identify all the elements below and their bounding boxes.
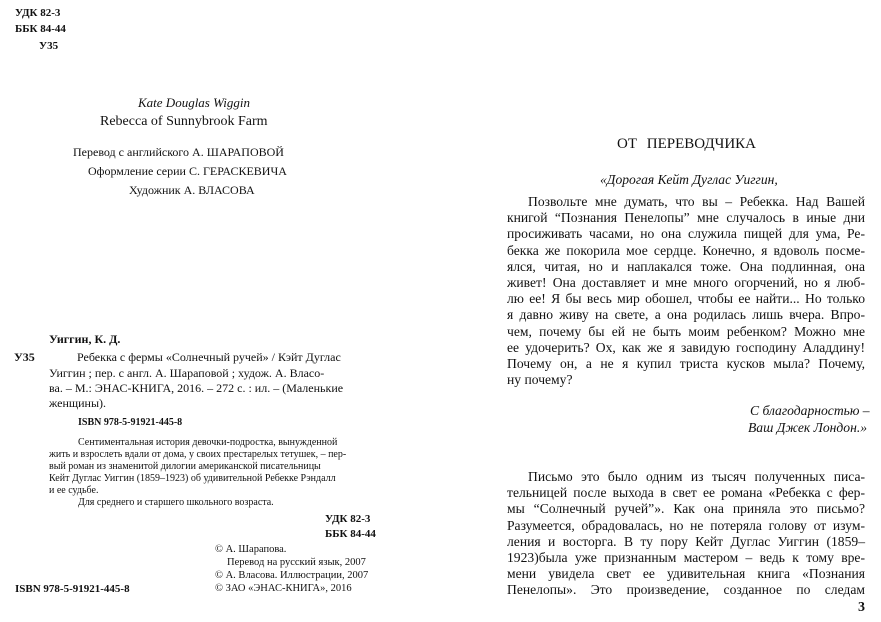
- title-original: Rebecca of Sunnybrook Farm: [100, 114, 268, 129]
- udk-code-top: УДК 82-3: [15, 7, 61, 19]
- catalog-description-line: ва. – М.: ЭНАС-КНИГА, 2016. – 272 с. : ил. – (Маленькие: [49, 381, 344, 395]
- letter-line: живет! Она доставляет и мне много огорчений, но я люб-: [507, 275, 865, 291]
- catalog-bbk: ББК 84-44: [325, 528, 376, 540]
- audience-note: Для среднего и старшего школьного возраста.: [78, 497, 274, 508]
- chapter-heading: ОТ ПЕРЕВОДЧИКА: [617, 136, 756, 152]
- body-line: 1923)была уже признанным мастером – ведь к тому вре-: [507, 550, 865, 566]
- copyright-line: © А. Шарапова.: [215, 544, 287, 555]
- author-original: Kate Douglas Wiggin: [138, 95, 250, 110]
- author-sign-top: У35: [39, 40, 59, 52]
- letter-line: чем, почему бы ей не быть моим ребенком? Можно мне: [507, 323, 865, 339]
- body-line: Разумеется, обрадовалась, но не потеряла голову от изум-: [507, 517, 865, 533]
- isbn-bottom: ISBN 978-5-91921-445-8: [15, 583, 130, 595]
- annotation-line: жить и взрослеть вдали от дома, у своих престарелых тетушек, – пер-: [49, 449, 347, 460]
- credit-translator: Перевод с английского А. ШАРАПОВОЙ: [73, 145, 284, 159]
- annotation-line: Кейт Дуглас Уиггин (1859–1923) об удивительной Ребекке Рэндалл: [49, 473, 336, 484]
- body-line: тельницей после выхода в свет ее романа «Ребекка с фер-: [507, 485, 865, 501]
- letter-line: ну почему?: [507, 372, 573, 388]
- catalog-isbn: ISBN 978-5-91921-445-8: [78, 417, 183, 428]
- body-line: мени увидела свет ее удивительная книга «Познания: [507, 566, 865, 582]
- catalog-author-heading: Уиггин, К. Д.: [49, 332, 121, 346]
- letter-line: Позвольте мне думать, что вы – Ребекка. Над Вашей: [528, 194, 865, 209]
- body-paragraph: [507, 469, 865, 599]
- credit-illustrator: Художник А. ВЛАСОВА: [129, 183, 255, 197]
- letter-signoff: С благодарностью –: [750, 403, 870, 418]
- credit-series-design: Оформление серии С. ГЕРАСКЕВИЧА: [88, 164, 287, 178]
- body-line: Пенелопы». Это произведение, созданное по следам: [507, 582, 865, 598]
- copyright-line: © А. Власова. Иллюстрации, 2007: [215, 570, 369, 581]
- letter-line: бекка же покорила мое сердце. Конечно, я вдоволь посме-: [507, 242, 865, 258]
- catalog-description-line: женщины).: [49, 396, 107, 410]
- annotation-line: и ее судьбе.: [49, 485, 99, 496]
- letter-signature: Ваш Джек Лондон.»: [748, 420, 868, 435]
- body-line: Письмо это было одним из тысяч полученных писа-: [528, 469, 865, 484]
- bbk-code-top: ББК 84-44: [15, 23, 66, 35]
- letter-line: лю ее! Я бы весь мир обошел, чтобы ее найти... Но только: [507, 291, 865, 307]
- copyright-line: © ЗАО «ЭНАС-КНИГА», 2016: [215, 583, 352, 594]
- catalog-udk: УДК 82-3: [325, 513, 371, 525]
- catalog-author-sign: У35: [14, 350, 35, 364]
- letter-line: просиживать часами, но она служила пищей для ума, Ре-: [507, 226, 865, 242]
- letter-line: Почему он, а не я купил триста кусков мыла? Почему,: [507, 356, 865, 372]
- catalog-description-line: Уиггин ; пер. с англ. А. Шараповой ; худож. А. Власо-: [49, 366, 325, 380]
- letter-line: книгой “Познания Пенелопы” мне случалось в иные дни: [507, 210, 865, 226]
- body-line: мы “Солнечный ручей”». Как она приняла это письмо?: [507, 501, 865, 517]
- catalog-description-line: Ребекка с фермы «Солнечный ручей» / Кэйт Дуглас: [77, 350, 341, 364]
- letter-line: я давно живу на свете, а она родилась лишь вчера. Впро-: [507, 307, 865, 323]
- letter-salutation: «Дорогая Кейт Дуглас Уиггин,: [600, 172, 778, 187]
- annotation-line: Сентиментальная история девочки-подростка, вынужденной: [78, 437, 338, 448]
- annotation-line: вый роман из знаменитой дилогии американской писательницы: [49, 461, 321, 472]
- copyright-line: Перевод на русский язык, 2007: [227, 557, 366, 568]
- letter-line: ялся, читая, но и наплакался тоже. Она подлинная, она: [507, 258, 865, 274]
- letter-paragraph: [507, 194, 865, 388]
- page-number: 3: [858, 600, 865, 615]
- body-line: ления и восторга. В ту пору Кейт Дуглас Уиггин (1859–: [507, 533, 865, 549]
- letter-line: ее удочерить? Ох, как же я завидую господину Аладдину!: [507, 339, 865, 355]
